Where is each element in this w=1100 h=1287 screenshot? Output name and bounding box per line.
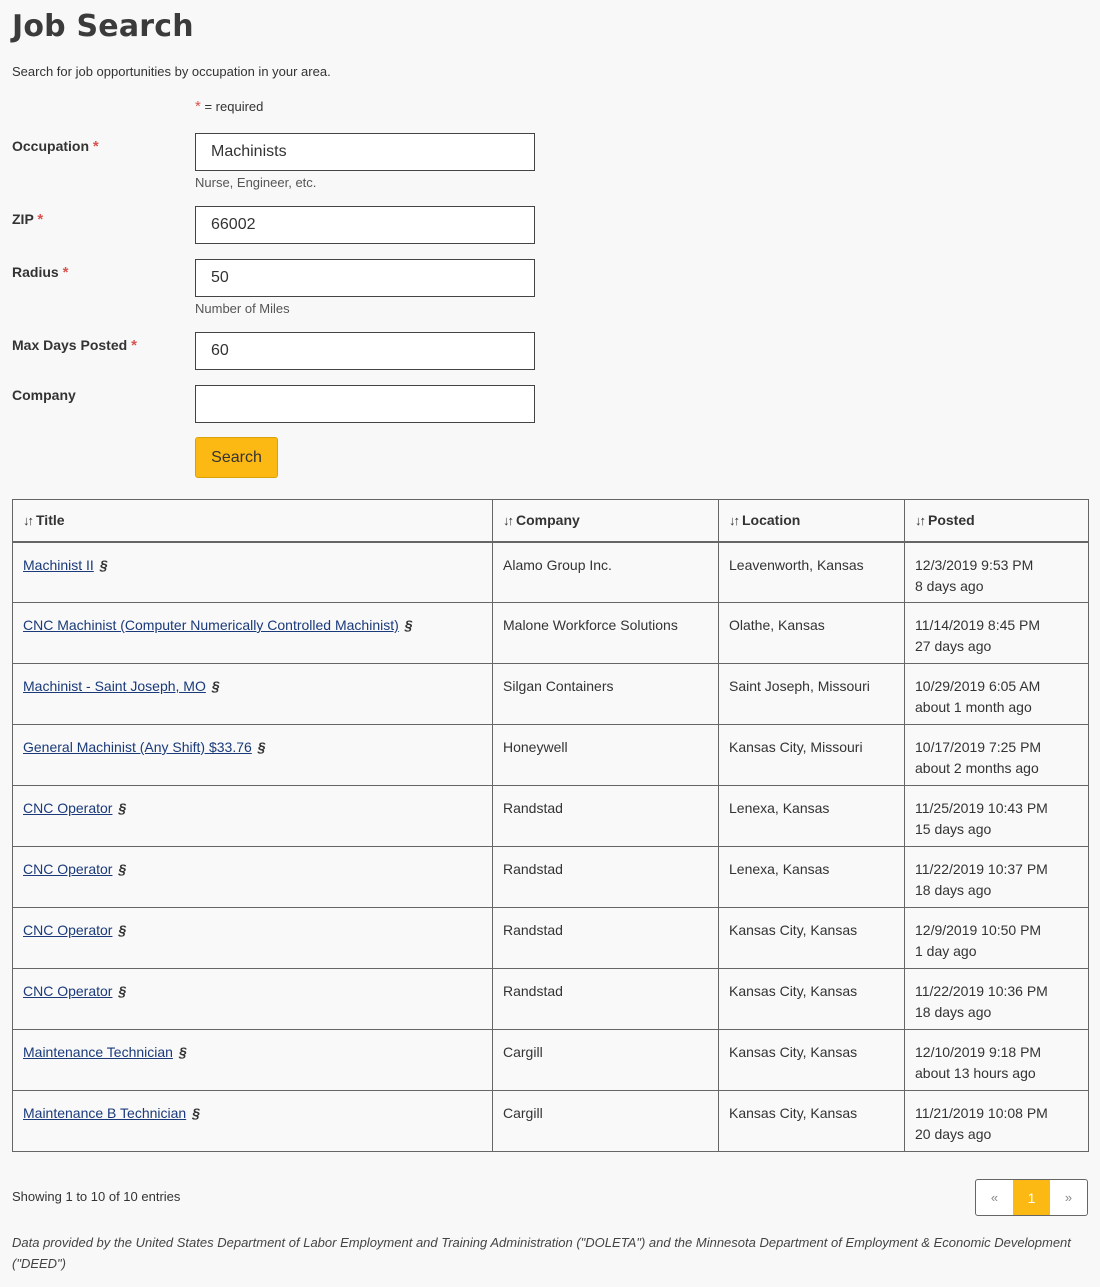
radius-help: Number of Miles: [195, 301, 290, 316]
table-row: [13, 908, 1089, 969]
column-header-title[interactable]: ↓↑ Title: [13, 500, 493, 542]
zip-input[interactable]: [195, 206, 535, 244]
occupation-input[interactable]: [195, 133, 535, 171]
posted-date: 12/10/2019 9:18 PM: [915, 1044, 1042, 1060]
cell-location: Lenexa, Kansas: [719, 847, 905, 908]
sort-icon: ↓↑: [503, 513, 512, 529]
cell-posted: [905, 908, 1089, 969]
posted-ago: about 1 month ago: [915, 699, 1032, 715]
table-row: [13, 847, 1089, 908]
external-link-icon[interactable]: §: [118, 922, 127, 938]
posted-date: 10/17/2019 7:25 PM: [915, 739, 1042, 755]
external-link-icon[interactable]: §: [99, 556, 108, 573]
cell-location: Saint Joseph, Missouri: [719, 664, 905, 725]
required-star: *: [37, 211, 44, 228]
cell-posted: [905, 969, 1089, 1030]
posted-date: 11/25/2019 10:43 PM: [915, 800, 1048, 816]
intro-text: Search for job opportunities by occupation in your area.: [12, 64, 331, 79]
table-header-row: [13, 500, 1089, 542]
pagination: [975, 1179, 1088, 1216]
required-star: *: [131, 337, 137, 354]
pagination-prev[interactable]: «: [990, 1190, 999, 1205]
job-title-link[interactable]: CNC Machinist (Computer Numerically Controlled Machinist): [23, 617, 399, 633]
cell-location: Olathe, Kansas: [719, 603, 905, 664]
search-button[interactable]: Search: [195, 437, 278, 478]
cell-posted: [905, 603, 1089, 664]
cell-title: [13, 725, 493, 786]
cell-title: [13, 969, 493, 1030]
cell-title: [13, 847, 493, 908]
cell-company: Malone Workforce Solutions: [493, 603, 719, 664]
cell-title: [13, 664, 493, 725]
job-title-link[interactable]: General Machinist (Any Shift) $33.76: [23, 739, 252, 755]
posted-ago: 20 days ago: [915, 1126, 992, 1142]
cell-company: Randstad: [493, 786, 719, 847]
cell-location: Kansas City, Kansas: [719, 1091, 905, 1152]
table-info: Showing 1 to 10 of 10 entries: [12, 1189, 181, 1204]
radius-input[interactable]: [195, 259, 535, 297]
company-label: Company: [12, 387, 76, 403]
company-input[interactable]: [195, 385, 535, 423]
job-title-link[interactable]: Maintenance Technician: [23, 1044, 173, 1060]
posted-ago: 18 days ago: [915, 882, 992, 898]
external-link-icon[interactable]: §: [192, 1105, 200, 1121]
cell-posted: [905, 847, 1089, 908]
external-link-icon[interactable]: §: [178, 1044, 187, 1060]
cell-company: Cargill: [493, 1091, 719, 1152]
results-table: [12, 499, 1089, 1152]
posted-ago: 15 days ago: [915, 821, 992, 837]
job-title-link[interactable]: CNC Operator: [23, 861, 113, 877]
occupation-help: Nurse, Engineer, etc.: [195, 175, 317, 190]
cell-posted: [905, 542, 1089, 603]
occupation-label: Occupation *: [12, 138, 99, 155]
table-row: [13, 664, 1089, 725]
posted-ago: 8 days ago: [915, 577, 984, 594]
required-note: [195, 98, 263, 115]
cell-posted: [905, 786, 1089, 847]
posted-date: 12/9/2019 10:50 PM: [915, 922, 1042, 938]
cell-title: [13, 542, 493, 603]
table-row: [13, 969, 1089, 1030]
required-note-text: = required: [204, 99, 264, 114]
cell-location: Kansas City, Kansas: [719, 1030, 905, 1091]
job-title-link[interactable]: Machinist II: [23, 556, 94, 573]
pagination-next[interactable]: »: [1064, 1190, 1073, 1205]
posted-ago: 27 days ago: [915, 638, 992, 654]
cell-title: [13, 603, 493, 664]
cell-location: Lenexa, Kansas: [719, 786, 905, 847]
data-disclaimer: Data provided by the United States Department of Labor Employment and Training Administration ("DOLETA") and the Minnesota Department of Employment & Economic Development ("DEED"): [12, 1235, 1071, 1271]
external-link-icon[interactable]: §: [257, 739, 266, 755]
max-days-label: Max Days Posted *: [12, 337, 137, 354]
required-star: *: [62, 264, 69, 281]
cell-posted: [905, 1030, 1089, 1091]
job-title-link[interactable]: CNC Operator: [23, 800, 113, 816]
required-star: *: [92, 138, 99, 155]
table-row: [13, 1030, 1089, 1091]
table-row: [13, 542, 1089, 603]
cell-title: [13, 908, 493, 969]
cell-location: Leavenworth, Kansas: [719, 542, 905, 603]
zip-label: ZIP *: [12, 211, 44, 228]
cell-posted: [905, 725, 1089, 786]
table-row: [13, 786, 1089, 847]
column-header-location[interactable]: ↓↑ Location: [719, 500, 905, 542]
external-link-icon[interactable]: §: [118, 983, 127, 999]
sort-icon: ↓↑: [729, 513, 738, 529]
sort-icon: ↓↑: [23, 513, 32, 529]
cell-location: Kansas City, Missouri: [719, 725, 905, 786]
posted-date: 12/3/2019 9:53 PM: [915, 556, 1034, 573]
table-row: [13, 725, 1089, 786]
page-title: Job Search: [12, 9, 194, 44]
column-header-posted[interactable]: ↓↑ Posted: [905, 500, 1089, 542]
cell-company: Alamo Group Inc.: [493, 542, 719, 603]
cell-company: Randstad: [493, 908, 719, 969]
external-link-icon[interactable]: §: [118, 861, 127, 877]
table-row: [13, 1091, 1089, 1152]
column-header-company[interactable]: ↓↑ Company: [493, 500, 719, 542]
cell-title: [13, 1030, 493, 1091]
job-title-link[interactable]: CNC Operator: [23, 922, 113, 938]
cell-location: Kansas City, Kansas: [719, 969, 905, 1030]
cell-posted: [905, 1091, 1089, 1152]
required-star: *: [195, 98, 201, 115]
cell-location: Kansas City, Kansas: [719, 908, 905, 969]
external-link-icon[interactable]: §: [211, 678, 220, 694]
radius-label: Radius *: [12, 264, 69, 281]
cell-company: Cargill: [493, 1030, 719, 1091]
job-title-link[interactable]: Maintenance B Technician: [23, 1105, 187, 1121]
posted-date: 10/29/2019 6:05 AM: [915, 678, 1041, 694]
external-link-icon[interactable]: §: [118, 800, 127, 816]
posted-date: 11/21/2019 10:08 PM: [915, 1105, 1048, 1121]
posted-date: 11/14/2019 8:45 PM: [915, 617, 1041, 633]
posted-ago: 1 day ago: [915, 943, 977, 959]
posted-ago: 18 days ago: [915, 1004, 992, 1020]
cell-posted: [905, 664, 1089, 725]
cell-company: Silgan Containers: [493, 664, 719, 725]
table-row: [13, 603, 1089, 664]
external-link-icon[interactable]: §: [404, 617, 413, 633]
posted-ago: about 2 months ago: [915, 760, 1039, 776]
pagination-page-1[interactable]: 1: [1013, 1180, 1050, 1215]
posted-date: 11/22/2019 10:36 PM: [915, 983, 1048, 999]
cell-company: Honeywell: [493, 725, 719, 786]
cell-company: Randstad: [493, 847, 719, 908]
cell-company: Randstad: [493, 969, 719, 1030]
sort-icon: ↓↑: [915, 513, 924, 529]
job-title-link[interactable]: CNC Operator: [23, 983, 113, 999]
posted-ago: about 13 hours ago: [915, 1065, 1036, 1081]
posted-date: 11/22/2019 10:37 PM: [915, 861, 1048, 877]
cell-title: [13, 786, 493, 847]
cell-title: [13, 1091, 493, 1152]
max-days-input[interactable]: [195, 332, 535, 370]
job-title-link[interactable]: Machinist - Saint Joseph, MO: [23, 678, 206, 694]
